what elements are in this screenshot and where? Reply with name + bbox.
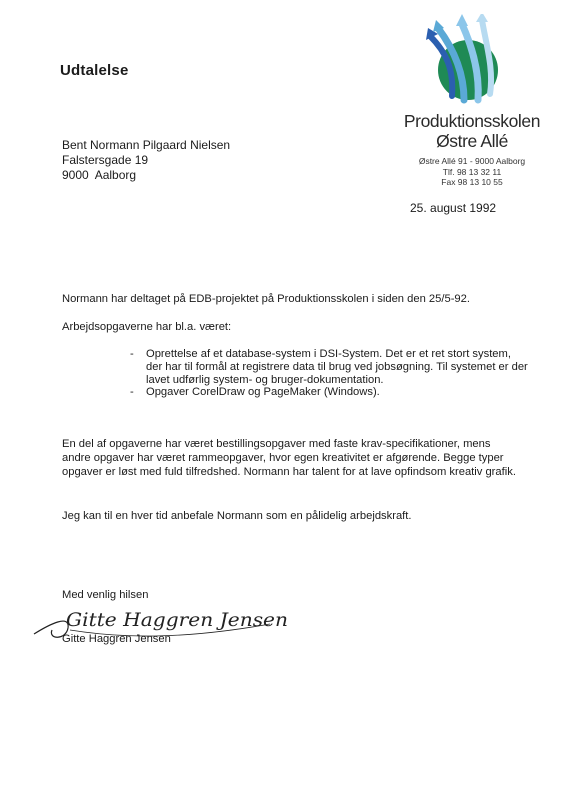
paragraph-recommendation: Jeg kan til en hver tid anbefale Normann som en pålidelig arbejdskraft. — [62, 510, 412, 522]
closing-greeting: Med venlig hilsen — [62, 589, 149, 601]
organization-fax: Fax 98 13 10 55 — [441, 177, 503, 187]
letter-date: 25. august 1992 — [410, 201, 497, 215]
paragraph-assessment: En del af opgaverne har været bestillingsopgaver med faste krav-specifikationer, mens andre opgaver har været rammeopgaver, hvor egen kreativitet er afgørende. Begge typer opgaver er løst med fuld tilfredshed. Normann har talent for at lave opfindsom kreativ grafik. — [62, 438, 516, 479]
recipient-street: Falstersgade 19 — [62, 153, 149, 167]
recipient-city: 9000 Aalborg — [62, 168, 137, 182]
organization-phone: Tlf. 98 13 32 11 — [442, 166, 502, 177]
organization-name-line-2: Østre Allé — [436, 131, 508, 151]
paragraph-tasks-intro: Arbejdsopgaverne har bl.a. været: — [62, 321, 232, 333]
task-list-item: - Opgaver CorelDraw og PageMaker (Windows). — [130, 386, 530, 399]
letter-title: Udtalelse — [60, 62, 129, 79]
arrowheads-icon — [426, 14, 488, 40]
paragraph-participation: Normann har deltaget på EDB-projektet på Produktionsskolen i siden den 25/5-92. — [62, 293, 470, 305]
organization-name-line-1: Produktionsskolen — [403, 111, 541, 131]
organization-address: Østre Allé 91 - 9000 Aalborg — [418, 156, 526, 166]
school-logo — [424, 14, 514, 110]
organization-name — [394, 111, 550, 151]
signer-name: Gitte Haggren Jensen — [62, 633, 171, 645]
task-list — [130, 348, 530, 399]
organization-contact — [394, 156, 550, 188]
task-list-item: - Oprettelse af et database-system i DSI-System. Det er et ret stort system, der har til formål at registrere data til brug ved jobsøgning. Til systemet er der lavet udførlig system- og bruger-dokumentation. — [130, 348, 530, 386]
signature-script: Gitte Haggren Jensen — [66, 609, 288, 631]
recipient-address — [62, 138, 230, 183]
recipient-name: Bent Normann Pilgaard Nielsen — [62, 138, 231, 152]
handwritten-signature — [30, 594, 300, 654]
